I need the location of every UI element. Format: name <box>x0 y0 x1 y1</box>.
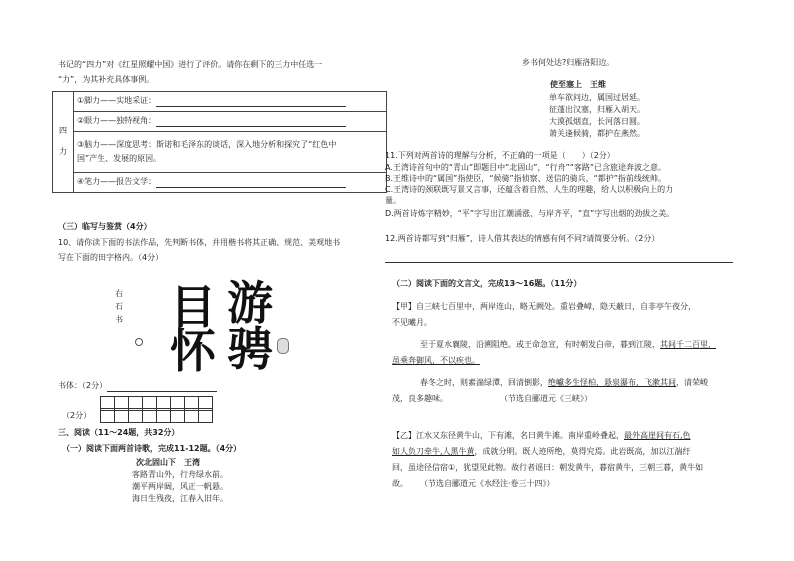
answer-blank[interactable] <box>156 119 346 127</box>
underlined-sentence: 虽乘奔御风，不以疾也。 <box>392 356 480 365</box>
row-foot-power: ①脚力——实地采证： <box>74 92 387 112</box>
answer-blank[interactable] <box>156 180 346 188</box>
style-answer-blank[interactable] <box>107 384 217 392</box>
passage-jia-line: 【甲】自三峡七百里中，两岸连山，略无阙处。重岩叠嶂，隐天蔽日，自非亭午夜分， <box>392 302 696 311</box>
part-2-heading: （二）阅读下面的文言文，完成13～16题。（11分） <box>392 279 582 288</box>
calligraphy-char: 游 <box>227 276 273 330</box>
passage-yi-line: 回，虽途径信宿①，犹望见此物。故行者谣曰：朝发黄牛，暮宿黄牛，三朝三暮，黄牛如 <box>392 463 704 472</box>
poem-2-line: 单车欲问边，属国过居延。 <box>549 93 645 102</box>
passage-jia-line <box>392 356 480 367</box>
q11-option-a[interactable]: A.王湾诗首句中的“青山”即题目中“北固山”，“行舟”“客路”已含旅途奔波之意。 <box>385 163 667 172</box>
answer-blank[interactable] <box>156 99 346 107</box>
passage-jia-line: 至于夏水襄陵，沿溯阻绝。或王命急宣，有时朝发白帝，暮到江陵，其间千二百里， <box>420 340 716 349</box>
row-eye-power: ②眼力——独特视角： <box>74 112 387 132</box>
poem-1-line: 客路青山外，行舟绿水前。 <box>132 470 228 479</box>
row-pen-power: ④笔力——报告文学： <box>74 173 387 193</box>
q11-option-b[interactable]: B.王维诗中的“属国”指使臣，“候骑”指侦察、送信的骑兵，“都护”指前线统帅。 <box>385 174 666 183</box>
passage-yi-source: （节选自郦道元《水经注·卷三十四》） <box>424 479 555 488</box>
four-powers-table <box>52 91 387 193</box>
tianzige-grid-bottom[interactable] <box>101 409 213 423</box>
q11-option-c[interactable]: C.王湾诗的颈联既写景又言事，还蕴含着自然、人生的理趣，给人以积极向上的力 <box>385 185 674 194</box>
poem-1-line: 海日生残夜，江春入旧年。 <box>132 494 228 503</box>
reading-heading: 三、阅读（11～24题，共32分） <box>58 428 180 437</box>
q11-stem: 11.下列对两首诗的理解与分析，不正确的一项是（ ）（2分） <box>385 151 615 160</box>
underlined-sentence: 其间千二百里， <box>660 340 716 349</box>
poem-1-last-line: 乡书何处达?归雁洛阳边。 <box>522 58 615 67</box>
q11-option-c-cont: 量。 <box>385 196 401 205</box>
q12-stem: 12.两首诗都写到“归雁”，诗人借其表达的情感有何不同?请简要分析。（2分） <box>385 234 660 243</box>
seal-mark <box>135 338 143 346</box>
part-1-heading: （一）阅读下面两首诗歌，完成11-12题。（4分） <box>62 444 242 453</box>
underlined-sentence: 如人负刀牵牛,人黑牛黄 <box>392 447 475 456</box>
q10-line-1: 10、请你读下面的书法作品，先判断书体，并用楷书将其正确、规范、美观地书 <box>58 238 341 247</box>
passage-yi-line: 故。 （节选自郦道元《水经注·卷三十四》） <box>392 479 555 488</box>
passage-yi-line: 如人负刀牵牛,人黑牛黄，成就分明。既人迹所绝，莫得究焉。此岩既高，加以江湍纡 <box>392 447 691 456</box>
style-label: 书体：（2分） <box>58 381 217 392</box>
passage-yi-line: 【乙】江水又东径黄牛山，下有滩，名曰黄牛滩。南岸重岭叠起，最外高崖间有石,色 <box>392 431 691 440</box>
grid-score: （2分） <box>62 411 92 420</box>
calligraphy-artwork <box>115 276 295 378</box>
seal-stamp <box>277 338 289 354</box>
q12-answer-line[interactable] <box>385 262 733 263</box>
underlined-sentence: 绝巘多生怪柏，悬泉瀑布，飞漱其间 <box>548 378 676 387</box>
passage-jia-source: （节选自郦道元《三峡》） <box>504 394 592 403</box>
passage-jia-line: 不见曦月。 <box>392 318 432 327</box>
poem-2-line: 萧关逢候骑，都护在燕然。 <box>549 129 645 138</box>
passage-jia-line: 茂，良多趣味。 （节选自郦道元《三峡》） <box>392 394 592 403</box>
intro-line-1: 书记的“四力”对《红星照耀中国》进行了评价。请你在剩下的三力中任选一 <box>58 60 323 69</box>
passage-jia-line: 春冬之时，则素湍绿潭，回清倒影，绝巘多生怪柏，悬泉瀑布，飞漱其间，清荣峻 <box>420 378 708 387</box>
calligraphy-char: 目 <box>170 280 216 334</box>
poem-2-line: 征蓬出汉塞，归雁入胡天。 <box>549 105 645 114</box>
calligraphy-char: 怀 <box>170 324 216 378</box>
poem-1-title: 次北固山下 王湾 <box>136 458 200 467</box>
intro-line-2: “力”，为其补充具体事例。 <box>58 75 155 84</box>
section-3-heading: （三）临写与鉴赏（4分） <box>58 222 152 231</box>
poem-2-line: 大漠孤烟直，长河落日圆。 <box>549 117 645 126</box>
table-side-label: 四 力 <box>53 92 74 193</box>
calligraphy-signature: 右 石 书 <box>115 289 123 324</box>
poem-2-title: 使至塞上 王维 <box>550 80 606 89</box>
q10-line-2: 写在下面的田字格内。（4分） <box>58 253 164 262</box>
row-brain-power: ③脑力——深度思考：斯诺和毛泽东的谈话，深入地分析和探究了“红色中 国”产生、发展的原因。 <box>74 132 387 173</box>
q11-option-d[interactable]: D.两首诗炼字精妙，“平”字写出江潮涌涨、与岸齐平，“直”字写出烟的劲拔之美。 <box>385 209 675 218</box>
calligraphy-char: 骋 <box>227 322 273 376</box>
underlined-sentence: 最外高崖间有石,色 <box>624 431 691 440</box>
poem-1-line: 潮平两岸阔，风正一帆悬。 <box>132 482 228 491</box>
